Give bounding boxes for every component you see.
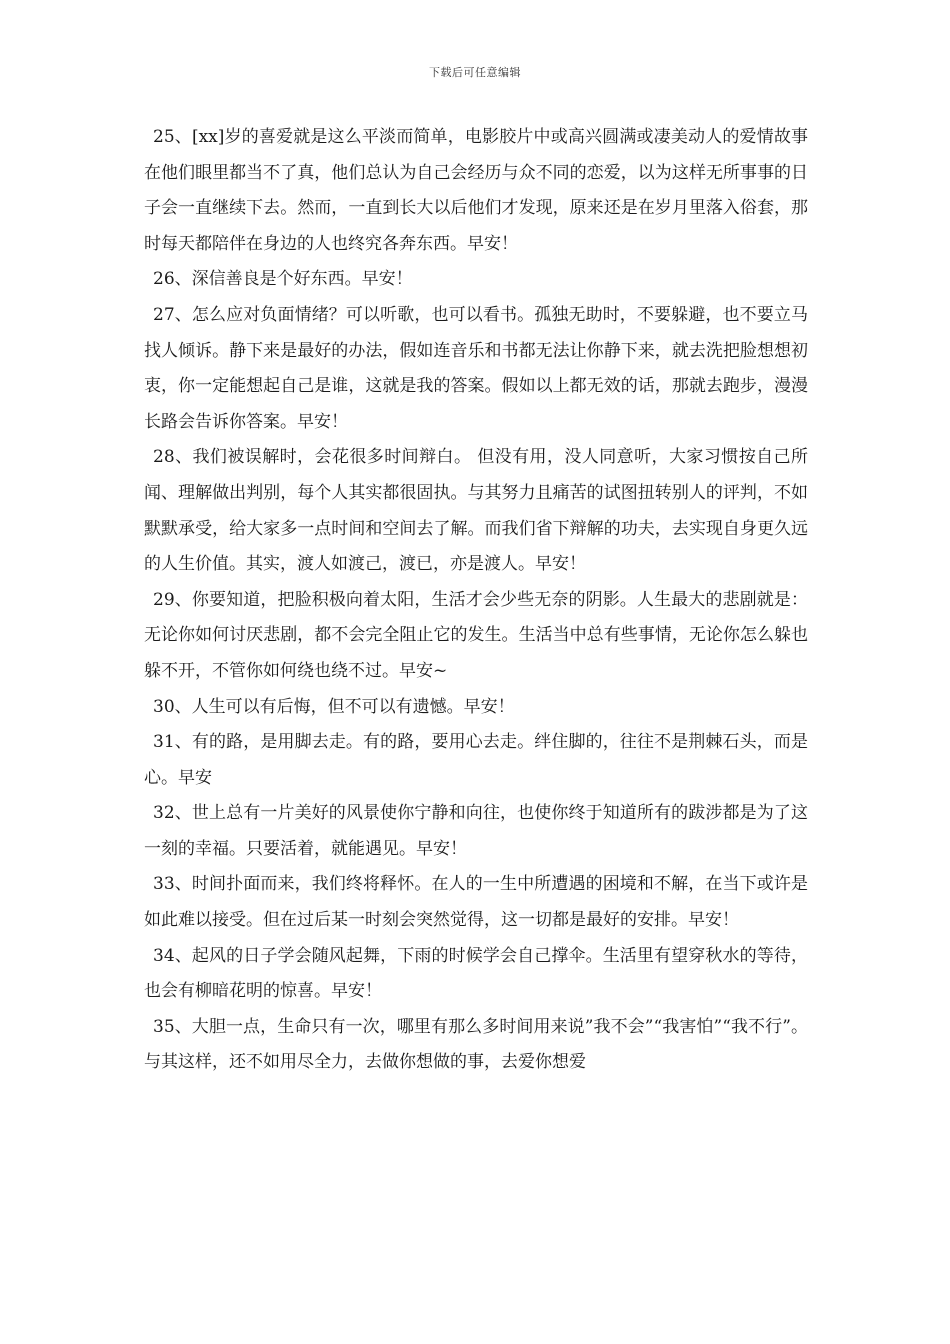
paragraph-28: 28、我们被误解时，会花很多时间辩白。 但没有用，没人同意听，大家习惯按自己所闻、理解做出判别，每个人其实都很固执。与其努力且痛苦的试图扭转别人的评判，不如默默承受，给大家多一点时间和空间去了解。而我们省下辩解的功夫，去实现自身更久远的人生价值。其实，渡人如渡己，渡已，亦是渡人。早安！ [144,447,808,575]
paragraph-27: 27、怎么应对负面情绪？可以听歌，也可以看书。孤独无助时，不要躲避，也不要立马找人倾诉。静下来是最好的办法，假如连音乐和书都无法让你静下来，就去洗把脸想想初衷，你一定能想起自己是谁，这就是我的答案。假如以上都无效的话，那就去跑步，漫漫长路会告诉你答案。早安！ [144,304,808,432]
paragraph-29: 29、你要知道，把脸积极向着太阳，生活才会少些无奈的阴影。人生最大的悲剧就是：无论你如何讨厌悲剧，都不会完全阻止它的发生。生活当中总有些事情，无论你怎么躲也躲不开，不管你如何绕也绕不过。早安~ [144,589,808,681]
paragraph-33: 33、时间扑面而来，我们终将释怀。在人的一生中所遭遇的困境和不解，在当下或许是如此难以接受。但在过后某一时刻会突然觉得，这一切都是最好的安排。早安！ [144,874,808,931]
paragraph-25: 25、[xx]岁的喜爱就是这么平淡而简单，电影胶片中或高兴圆满或凄美动人的爱情故事在他们眼里都当不了真，他们总认为自己会经历与众不同的恋爱，以为这样无所事事的日子会一直继续下去。然而，一直到长大以后他们才发现，原来还是在岁月里落入俗套，那时每天都陪伴在身边的人也终究各奔东西。早安！ [144,127,808,254]
paragraph-34: 34、起风的日子学会随风起舞，下雨的时候学会自己撑伞。生活里有望穿秋水的等待，也会有柳暗花明的惊喜。早安！ [144,945,808,1002]
paragraph-31: 31、有的路，是用脚去走。有的路，要用心去走。绊住脚的，往往不是荆棘石头，而是心。早安 [144,732,808,788]
paragraph-26: 26、深信善良是个好东西。早安！ [153,269,413,290]
paragraph-32: 32、世上总有一片美好的风景使你宁静和向往，也使你终于知道所有的跋涉都是为了这一刻的幸福。只要活着，就能遇见。早安！ [144,803,808,859]
page-header: 下载后可任意编辑 [429,66,521,79]
document-body [144,120,808,1081]
paragraph-30: 30、人生可以有后悔，但不可以有遗憾。早安！ [153,696,515,717]
paragraph-35: 35、大胆一点，生命只有一次，哪里有那么多时间用来说”我不会”“我害怕”“我不行”。与其这样，还不如用尽全力，去做你想做的事，去爱你想爱 [144,1016,808,1073]
